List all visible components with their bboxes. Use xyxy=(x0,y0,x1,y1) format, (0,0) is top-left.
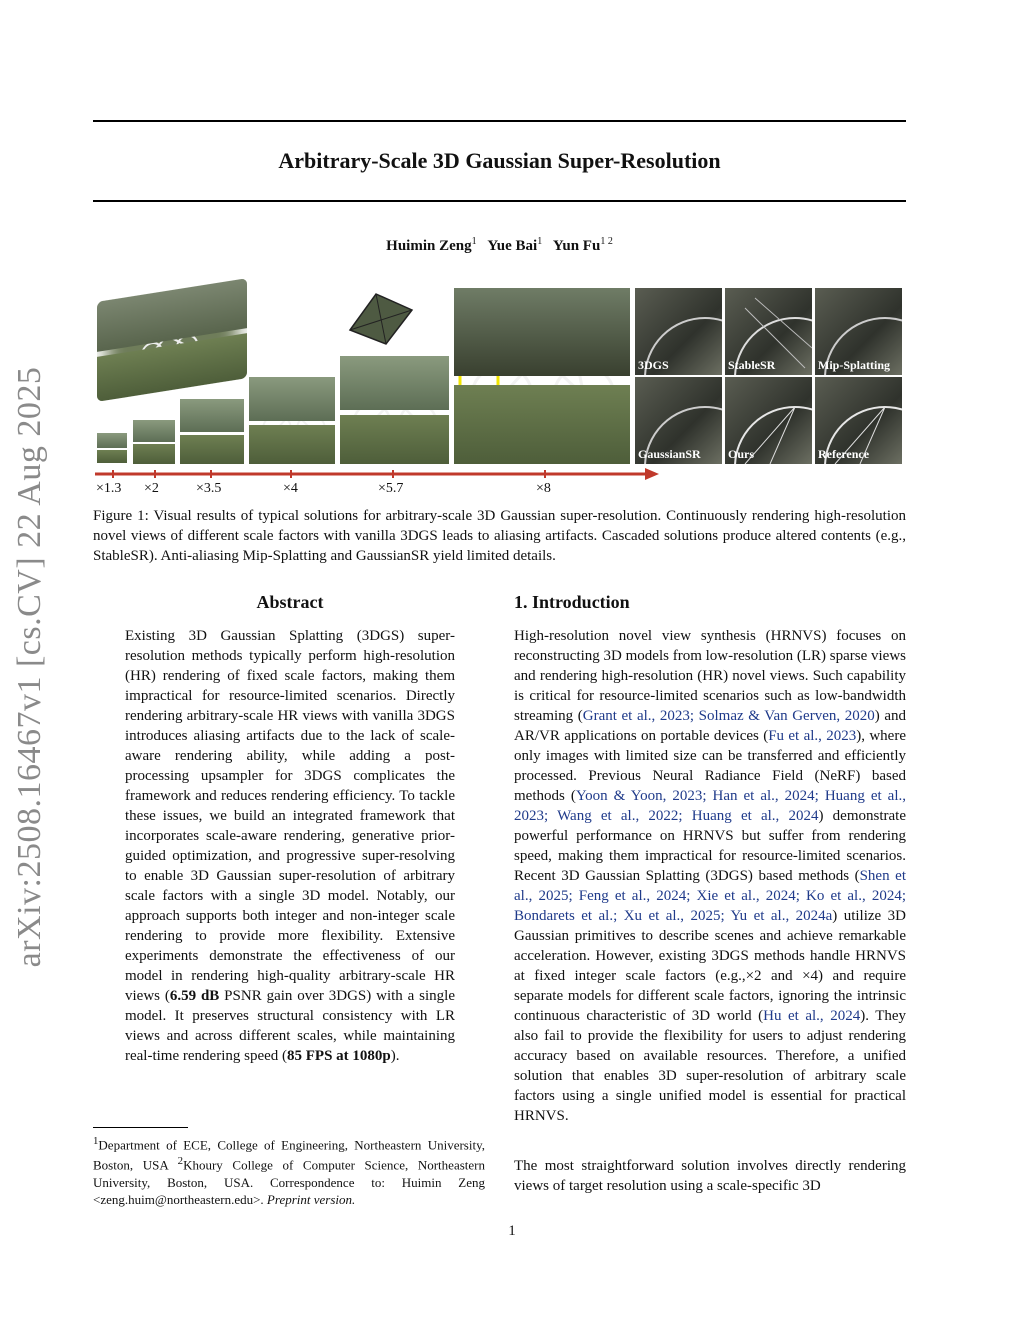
citation-link[interactable]: Shen et al., 2025; Feng et al., 2024; Xie et al., 2024; Ko et al., 2024; Bondarets et al.; Xu et al., 2025; Yu et al., 2024a xyxy=(514,868,906,924)
citation-link[interactable]: Yoon & Yoon, 2023; Han et al., 2024; Huang et al., 2023; Wang et al., 2022; Huang et al., 2024 xyxy=(514,788,906,824)
figure-image-x4 xyxy=(249,377,335,464)
scale-label: ×3.5 xyxy=(196,481,222,496)
page-number: 1 xyxy=(508,1223,516,1239)
footnote-rule xyxy=(93,1127,188,1128)
abstract-heading: Abstract xyxy=(256,592,324,612)
author-name: Huimin Zeng xyxy=(386,238,472,254)
affiliation-footnote: $^1$Department of ECE, College of Engineering, Northeastern University, Boston, USA $^2$Khoury College of Computer Science, Northeastern University, Boston, USA. Correspondence to: Huimin Zeng <zeng.huim@northeastern.edu>. Preprint version. xyxy=(93,1135,485,1207)
figure-image-x1.3 xyxy=(97,433,127,463)
scale-label: ×1.3 xyxy=(96,481,122,496)
tile-reference: Reference xyxy=(815,377,902,464)
scale-label: ×5.7 xyxy=(378,481,404,496)
figure-image-x2 xyxy=(133,420,175,464)
scale-arrow xyxy=(93,466,663,482)
figure-image-x1.3-tilted xyxy=(97,278,247,402)
citation-link[interactable]: Fu et al., 2023 xyxy=(768,728,857,744)
scale-label: ×4 xyxy=(283,481,298,496)
figure-caption: Figure 1: Visual results of typical solutions for arbitrary-scale 3D Gaussian super-resolution. Continuously rendering high-resolution novel views of different scale factors with vanilla 3DGS leads to aliasing artifacts. Cascaded solutions produce altered contents (e.g., StableSR). Anti-aliasing Mip-Splatting and GaussianSR yield limited details. xyxy=(93,508,906,564)
paper-title: Arbitrary-Scale 3D Gaussian Super-Resolution xyxy=(278,148,721,173)
author-affiliation: 1 xyxy=(471,236,477,247)
title-bottom-rule xyxy=(93,200,906,202)
tile-gaussiansr: GaussianSR xyxy=(635,377,722,464)
citation-link[interactable]: Grant et al., 2023; Solmaz & Van Gerven, 2020 xyxy=(582,708,875,724)
scale-label: ×2 xyxy=(144,481,159,496)
scale-label: ×8 xyxy=(536,481,551,496)
introduction-paragraph-1: High-resolution novel view synthesis (HRNVS) focuses on reconstructing 3D models from low-resolution (LR) sparse views and rendering high-resolution (HR) novel views. Such capability is critical for resource-limited scenarios such as low-bandwidth streaming (Grant et al., 2023; Solmaz & Van Gerven, 2020) and AR/VR applications on portable devices (Fu et al., 2023), where only images with limited size can be transferred and efficiently processed. Previous Neural Radiance Field (NeRF) based methods (Yoon & Yoon, 2023; Han et al., 2024; Huang et al., 2023; Wang et al., 2022; Huang et al., 2024) demonstrate powerful performance on HRNVS but suffer from rendering speed, making them impractical for resource-limited scenarios. Recent 3D Gaussian Splatting (3DGS) based methods (Shen et al., 2025; Feng et al., 2024; Xie et al., 2024; Ko et al., 2024; Bondarets et al.; Xu et al., 2025; Yu et al., 2024a) utilize 3D Gaussian primitives to describe scenes and achieve remarkable acceleration. However, existing 3DGS methods handle HRNVS at fixed integer scale factors (e.g.,×2 and ×4) and require separate models for different scale factors, ignoring the intrinsic continuous characteristic of 3D world (Hu et al., 2024). They also fail to provide the flexibility for users to adjust rendering accuracy based on available resources. Therefore, a unified solution that enables 3D super-resolution of arbitrary scale factors using a single unified model is essential for practical HRNVS. xyxy=(514,628,907,1124)
author-list xyxy=(93,236,906,255)
arxiv-identifier: arXiv:2508.16467v1 [cs.CV] 22 Aug 2025 xyxy=(11,366,48,968)
tile-ours: Ours xyxy=(725,377,812,464)
tile-mip-splatting: Mip-Splatting xyxy=(815,288,902,375)
camera-frustum-icon xyxy=(346,290,416,348)
citation-link[interactable]: Hu et al., 2024 xyxy=(763,1008,861,1024)
author-name: Yun Fu xyxy=(552,238,601,254)
figure-image-x5.7 xyxy=(340,356,449,464)
figure-image-x3.5 xyxy=(180,399,244,464)
title-top-rule xyxy=(93,120,906,122)
figure-image-x8 xyxy=(454,288,630,464)
introduction-heading: 1. Introduction xyxy=(514,592,630,612)
author-affiliation: 1 xyxy=(537,236,543,247)
abstract-body: Existing 3D Gaussian Splatting (3DGS) super-resolution methods typically perform high-resolution (HR) rendering of fixed scale factors, making them impractical for resource-limited scenarios. Directly rendering arbitrary-scale HR views with vanilla 3DGS introduces aliasing artifacts due to the lack of scale-aware rendering ability, while adding a post-processing upsampler for 3DGS complicates the framework and reduces rendering efficiency. To tackle these issues, we build an integrated framework that incorporates scale-aware rendering, generative prior-guided optimization, and progressive super-resolving to enable 3D Gaussian super-resolution of arbitrary scale factors with a single 3D model. Notably, our approach supports both integer and non-integer scale rendering to provide more flexibility. Extensive experiments demonstrate the effectiveness of our model in rendering high-quality arbitrary-scale HR views (6.59 dB PSNR gain over 3DGS) with a single model. It preserves structural consistency with LR views and across different scales, while maintaining real-time rendering speed (85 FPS at 1080p). xyxy=(125,628,455,1064)
tile-stablesr: StableSR xyxy=(725,288,812,375)
tile-3dgs: 3DGS xyxy=(635,288,722,375)
author-affiliation: 1 2 xyxy=(600,236,613,247)
author-name: Yue Bai xyxy=(487,238,538,254)
introduction-paragraph-2: The most straightforward solution involves directly rendering views of target resolution using a scale-specific 3D xyxy=(514,1158,906,1194)
